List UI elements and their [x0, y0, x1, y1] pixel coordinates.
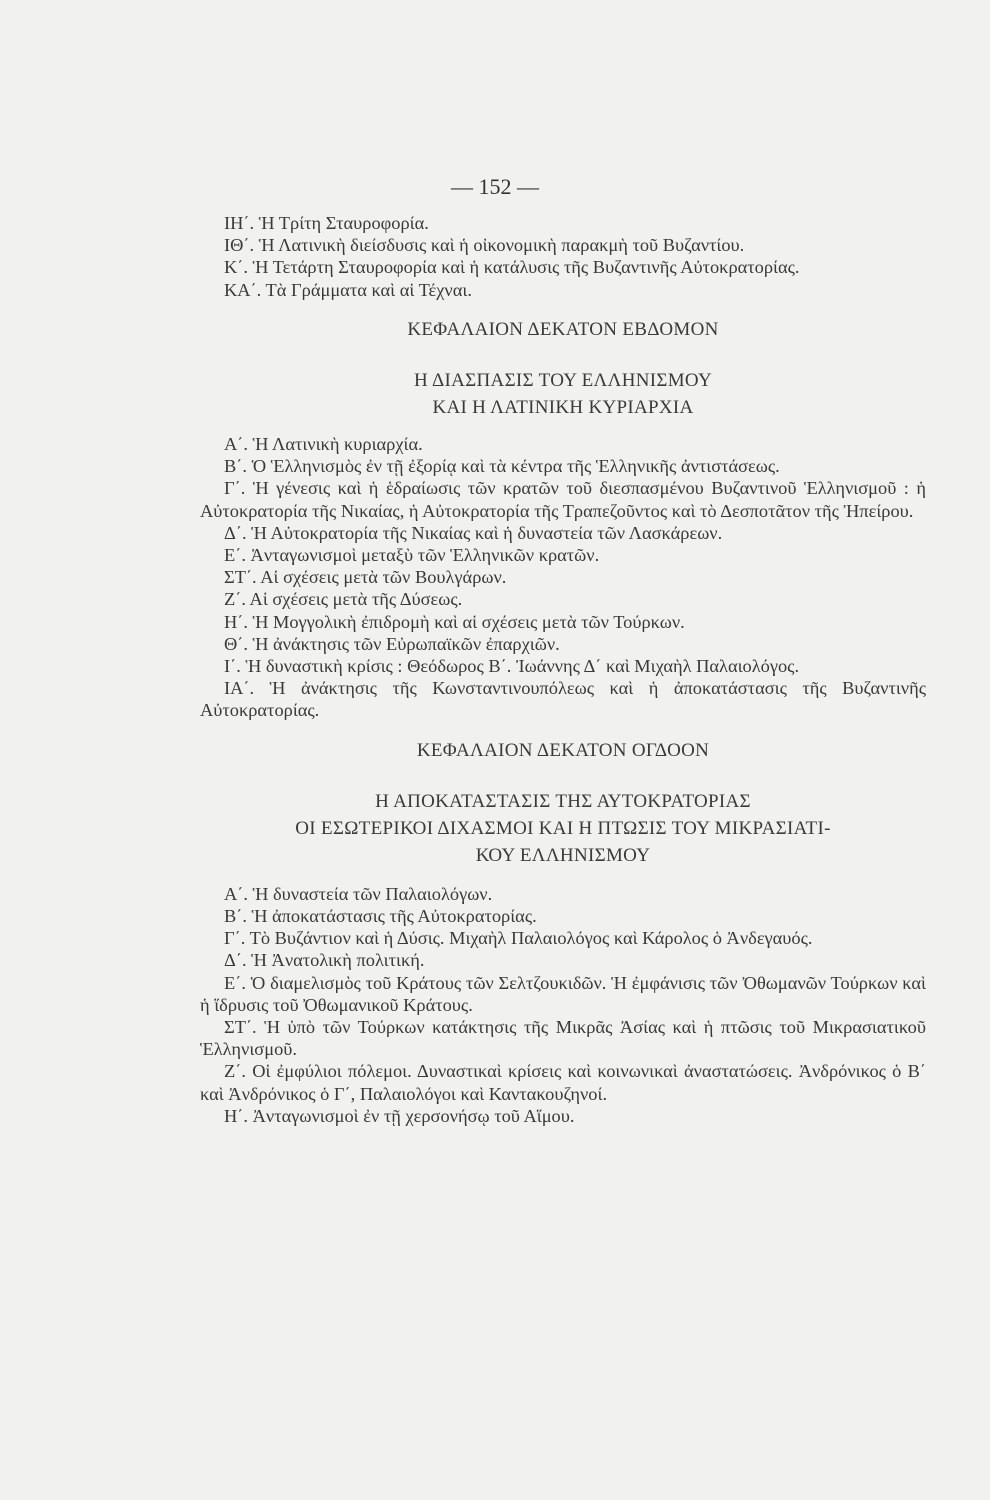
list-item: Δ΄. Ἡ Αὐτοκρατορία τῆς Νικαίας καὶ ἡ δυναστεία τῶν Λασκάρεων. [224, 522, 723, 543]
page-number: — 152 — [451, 174, 539, 199]
list-item: ΚΑ΄. Τὰ Γράμματα καὶ αἱ Τέχναι. [224, 279, 472, 300]
list-item: Α΄. Ἡ Λατινικὴ κυριαρχία. [224, 434, 423, 455]
list-item: Α΄. Ἡ δυναστεία τῶν Παλαιολόγων. [224, 883, 493, 904]
list-item: Κ΄. Ἡ Τετάρτη Σταυροφορία καὶ ἡ κατάλυσις τῆς Βυζαντινῆς Αὐτοκρατορίας. [224, 257, 800, 278]
chapter-subtitle: ΚΟΥ ΕΛΛΗΝΙΣΜΟΥ [475, 844, 651, 866]
list-item: ΙΘ΄. Ἡ Λατινικὴ διείσδυσις καὶ ἡ οἰκονομικὴ παρακμὴ τοῦ Βυζαντίου. [224, 235, 745, 256]
table-of-contents [200, 212, 926, 1127]
list-item: Β΄. Ὁ Ἑλληνισμὸς ἐν τῇ ἐξορίᾳ καὶ τὰ κέντρα τῆς Ἑλληνικῆς ἀντιστάσεως. [224, 456, 780, 477]
list-item: ΣΤ΄. Αἱ σχέσεις μετὰ τῶν Βουλγάρων. [224, 567, 507, 588]
list-item: Δ΄. Ἡ Ἀνατολικὴ πολιτική. [224, 950, 425, 971]
list-item: ΙΑ΄. Ἡ ἀνάκτησις τῆς Κωνσταντινουπόλεως καὶ ἡ ἀποκατάστασις τῆς Βυζαντινῆς Αὐτοκρατορίας. [200, 678, 926, 721]
list-item: Ε΄. Ὁ διαμελισμὸς τοῦ Κράτους τῶν Σελτζουκιδῶν. Ἡ ἐμφάνισις τῶν Ὀθωμανῶν Τούρκων καὶ ἡ ἵδρυσις τοῦ Ὀθωμανικοῦ Κράτους. [200, 972, 926, 1015]
list-item: Η΄. Ἡ Μογγολικὴ ἐπιδρομὴ καὶ αἱ σχέσεις μετὰ τῶν Τούρκων. [224, 611, 685, 632]
list-item: Ζ΄. Αἱ σχέσεις μετὰ τῆς Δύσεως. [224, 589, 463, 610]
list-item: Ι΄. Ἡ δυναστικὴ κρίσις : Θεόδωρος Β΄. Ἰωάννης Δ΄ καὶ Μιχαὴλ Παλαιολόγος. [224, 656, 800, 677]
chapter-subtitle: Η ΑΠΟΚΑΤΑΣΤΑΣΙΣ ΤΗΣ ΑΥΤΟΚΡΑΤΟΡΙΑΣ [375, 790, 751, 812]
list-item: Η΄. Ἀνταγωνισμοὶ ἐν τῇ χερσονήσῳ τοῦ Αἵμου. [224, 1105, 575, 1126]
chapter-18 [200, 740, 926, 1127]
chapter-subtitle: Η ΔΙΑΣΠΑΣΙΣ ΤΟΥ ΕΛΛΗΝΙΣΜΟΥ [413, 370, 713, 392]
list-item: Θ΄. Ἡ ἀνάκτησις τῶν Εὐρωπαϊκῶν ἐπαρχιῶν. [224, 633, 560, 654]
list-item: Γ΄. Τὸ Βυζάντιον καὶ ἡ Δύσις. Μιχαὴλ Παλαιολόγος καὶ Κάρολος ὁ Ἀνδεγαυός. [224, 928, 813, 949]
list-item: Ε΄. Ἀνταγωνισμοὶ μεταξὺ τῶν Ἑλληνικῶν κρατῶν. [224, 545, 600, 566]
list-item: ΙΗ΄. Ἡ Τρίτη Σταυροφορία. [224, 213, 429, 233]
list-item: Γ΄. Ἡ γένεσις καὶ ἡ ἑδραίωσις τῶν κρατῶν τοῦ διεσπασμένου Βυζαντινοῦ Ἑλληνισμοῦ : ἡ Αὐτοκρατορία τῆς Νικαίας, ἡ Αὐτοκρατορία τῆς Τραπεζοῦντος καὶ τὸ Δεσποτᾶτον τῆς Ἠπείρου. [200, 478, 926, 521]
chapter-subtitle: ΟΙ ΕΣΩΤΕΡΙΚΟΙ ΔΙΧΑΣΜΟΙ ΚΑΙ Η ΠΤΩΣΙΣ ΤΟΥ ΜΙΚΡΑΣΙΑΤΙ- [295, 817, 831, 839]
chapter-title: ΚΕΦΑΛΑΙΟΝ ΔΕΚΑΤΟΝ ΕΒΔΟΜΟΝ [407, 318, 719, 340]
list-item: ΣΤ΄. Ἡ ὑπὸ τῶν Τούρκων κατάκτησις τῆς Μικρᾶς Ἀσίας καὶ ἡ πτῶσις τοῦ Μικρασιατικοῦ Ἑλληνισμοῦ. [200, 1017, 926, 1060]
chapter-subtitle: ΚΑΙ Η ΛΑΤΙΝΙΚΗ ΚΥΡΙΑΡΧΙΑ [432, 397, 694, 419]
chapter-title: ΚΕΦΑΛΑΙΟΝ ΔΕΚΑΤΟΝ ΟΓΔΟΟΝ [416, 739, 710, 761]
section1-list [200, 212, 926, 301]
list-item: Β΄. Ἡ ἀποκατάστασις τῆς Αὐτοκρατορίας. [224, 906, 537, 927]
chapter-17 [200, 319, 926, 722]
list-item: Ζ΄. Οἱ ἐμφύλιοι πόλεμοι. Δυναστικαὶ κρίσεις καὶ κοινωνικαὶ ἀναστατώσεις. Ἀνδρόνικος ὁ Β΄ καὶ Ἀνδρόνικος ὁ Γ΄, Παλαιολόγοι καὶ Καντακουζηνοί. [200, 1061, 926, 1104]
